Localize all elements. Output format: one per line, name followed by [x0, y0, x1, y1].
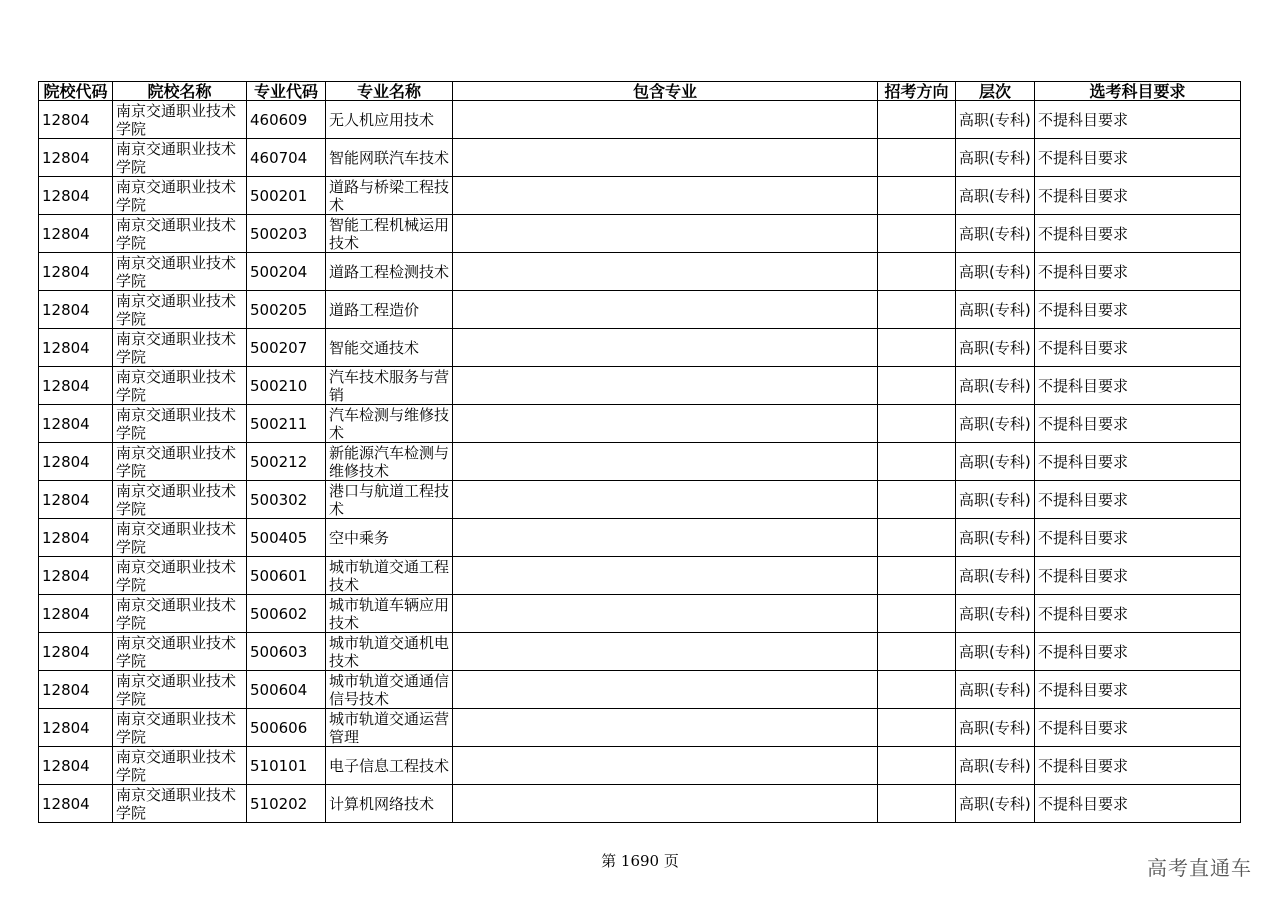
header-direction: 招考方向	[878, 82, 956, 101]
cell-school-name: 南京交通职业技术学院	[113, 709, 247, 747]
cell-direction	[878, 215, 956, 253]
cell-school-name: 南京交通职业技术学院	[113, 557, 247, 595]
table-row	[39, 557, 1241, 595]
cell-school-name: 南京交通职业技术学院	[113, 671, 247, 709]
cell-school-code: 12804	[39, 557, 113, 595]
cell-major-name: 智能工程机械运用技术	[326, 215, 453, 253]
cell-included-majors	[453, 785, 878, 823]
cell-included-majors	[453, 329, 878, 367]
cell-school-name: 南京交通职业技术学院	[113, 215, 247, 253]
cell-direction	[878, 747, 956, 785]
cell-major-code: 500302	[247, 481, 326, 519]
cell-level: 高职(专科)	[956, 785, 1035, 823]
cell-major-code: 500201	[247, 177, 326, 215]
table-row	[39, 481, 1241, 519]
cell-major-code: 500601	[247, 557, 326, 595]
cell-included-majors	[453, 443, 878, 481]
cell-school-name: 南京交通职业技术学院	[113, 519, 247, 557]
cell-school-code: 12804	[39, 709, 113, 747]
cell-level: 高职(专科)	[956, 101, 1035, 139]
cell-major-name: 汽车技术服务与营销	[326, 367, 453, 405]
table-row	[39, 709, 1241, 747]
table-row	[39, 405, 1241, 443]
cell-major-name: 新能源汽车检测与维修技术	[326, 443, 453, 481]
cell-school-name: 南京交通职业技术学院	[113, 747, 247, 785]
cell-direction	[878, 253, 956, 291]
cell-level: 高职(专科)	[956, 633, 1035, 671]
cell-school-code: 12804	[39, 785, 113, 823]
cell-subject-requirement: 不提科目要求	[1035, 709, 1241, 747]
cell-school-name: 南京交通职业技术学院	[113, 443, 247, 481]
cell-major-code: 500207	[247, 329, 326, 367]
cell-major-name: 计算机网络技术	[326, 785, 453, 823]
cell-direction	[878, 177, 956, 215]
cell-major-name: 空中乘务	[326, 519, 453, 557]
table-row	[39, 633, 1241, 671]
cell-included-majors	[453, 253, 878, 291]
cell-school-code: 12804	[39, 329, 113, 367]
cell-direction	[878, 367, 956, 405]
cell-direction	[878, 405, 956, 443]
table-row	[39, 671, 1241, 709]
cell-school-code: 12804	[39, 633, 113, 671]
cell-included-majors	[453, 215, 878, 253]
cell-direction	[878, 481, 956, 519]
cell-subject-requirement: 不提科目要求	[1035, 557, 1241, 595]
cell-school-code: 12804	[39, 519, 113, 557]
cell-included-majors	[453, 291, 878, 329]
cell-subject-requirement: 不提科目要求	[1035, 253, 1241, 291]
cell-school-code: 12804	[39, 367, 113, 405]
table-row	[39, 443, 1241, 481]
cell-included-majors	[453, 747, 878, 785]
table-row	[39, 595, 1241, 633]
cell-major-code: 510101	[247, 747, 326, 785]
cell-included-majors	[453, 481, 878, 519]
page-number: 第 1690 页	[601, 852, 679, 870]
cell-included-majors	[453, 367, 878, 405]
cell-major-code: 500211	[247, 405, 326, 443]
header-school-name: 院校名称	[113, 82, 247, 101]
cell-major-name: 电子信息工程技术	[326, 747, 453, 785]
cell-major-code: 460704	[247, 139, 326, 177]
cell-subject-requirement: 不提科目要求	[1035, 291, 1241, 329]
cell-level: 高职(专科)	[956, 253, 1035, 291]
cell-school-code: 12804	[39, 747, 113, 785]
cell-level: 高职(专科)	[956, 443, 1035, 481]
table-body	[39, 101, 1241, 823]
cell-subject-requirement: 不提科目要求	[1035, 785, 1241, 823]
header-row	[39, 82, 1241, 101]
table-row	[39, 329, 1241, 367]
cell-subject-requirement: 不提科目要求	[1035, 177, 1241, 215]
cell-level: 高职(专科)	[956, 519, 1035, 557]
cell-direction	[878, 595, 956, 633]
cell-school-name: 南京交通职业技术学院	[113, 785, 247, 823]
cell-subject-requirement: 不提科目要求	[1035, 633, 1241, 671]
cell-direction	[878, 291, 956, 329]
cell-direction	[878, 139, 956, 177]
cell-level: 高职(专科)	[956, 671, 1035, 709]
table-row	[39, 139, 1241, 177]
cell-major-code: 500405	[247, 519, 326, 557]
cell-school-name: 南京交通职业技术学院	[113, 329, 247, 367]
cell-level: 高职(专科)	[956, 595, 1035, 633]
cell-subject-requirement: 不提科目要求	[1035, 519, 1241, 557]
table-row	[39, 215, 1241, 253]
header-school-code: 院校代码	[39, 82, 113, 101]
table-row	[39, 785, 1241, 823]
header-included-majors: 包含专业	[453, 82, 878, 101]
cell-included-majors	[453, 709, 878, 747]
cell-school-code: 12804	[39, 481, 113, 519]
cell-major-name: 道路与桥梁工程技术	[326, 177, 453, 215]
cell-school-code: 12804	[39, 177, 113, 215]
cell-direction	[878, 443, 956, 481]
cell-major-name: 智能网联汽车技术	[326, 139, 453, 177]
cell-included-majors	[453, 139, 878, 177]
cell-included-majors	[453, 595, 878, 633]
table-row	[39, 253, 1241, 291]
cell-major-code: 500604	[247, 671, 326, 709]
cell-subject-requirement: 不提科目要求	[1035, 329, 1241, 367]
cell-school-code: 12804	[39, 253, 113, 291]
cell-major-code: 500210	[247, 367, 326, 405]
header-subject-requirement: 选考科目要求	[1035, 82, 1241, 101]
table-row	[39, 367, 1241, 405]
cell-major-code: 510202	[247, 785, 326, 823]
cell-school-code: 12804	[39, 443, 113, 481]
cell-direction	[878, 101, 956, 139]
cell-school-name: 南京交通职业技术学院	[113, 367, 247, 405]
cell-subject-requirement: 不提科目要求	[1035, 481, 1241, 519]
table-row	[39, 291, 1241, 329]
cell-major-name: 港口与航道工程技术	[326, 481, 453, 519]
cell-school-name: 南京交通职业技术学院	[113, 101, 247, 139]
cell-subject-requirement: 不提科目要求	[1035, 367, 1241, 405]
header-major-code: 专业代码	[247, 82, 326, 101]
cell-school-code: 12804	[39, 215, 113, 253]
cell-major-name: 道路工程检测技术	[326, 253, 453, 291]
cell-school-name: 南京交通职业技术学院	[113, 177, 247, 215]
header-major-name: 专业名称	[326, 82, 453, 101]
cell-included-majors	[453, 177, 878, 215]
cell-level: 高职(专科)	[956, 215, 1035, 253]
cell-school-code: 12804	[39, 291, 113, 329]
cell-major-name: 城市轨道交通通信信号技术	[326, 671, 453, 709]
cell-major-code: 500603	[247, 633, 326, 671]
cell-subject-requirement: 不提科目要求	[1035, 595, 1241, 633]
cell-major-name: 智能交通技术	[326, 329, 453, 367]
cell-school-name: 南京交通职业技术学院	[113, 481, 247, 519]
cell-school-name: 南京交通职业技术学院	[113, 253, 247, 291]
cell-subject-requirement: 不提科目要求	[1035, 101, 1241, 139]
cell-major-code: 500203	[247, 215, 326, 253]
cell-major-name: 城市轨道交通工程技术	[326, 557, 453, 595]
cell-major-name: 城市轨道交通机电技术	[326, 633, 453, 671]
cell-subject-requirement: 不提科目要求	[1035, 671, 1241, 709]
cell-major-code: 500212	[247, 443, 326, 481]
table-row	[39, 101, 1241, 139]
cell-school-code: 12804	[39, 101, 113, 139]
cell-level: 高职(专科)	[956, 177, 1035, 215]
cell-school-code: 12804	[39, 405, 113, 443]
cell-included-majors	[453, 101, 878, 139]
cell-direction	[878, 785, 956, 823]
cell-subject-requirement: 不提科目要求	[1035, 405, 1241, 443]
cell-level: 高职(专科)	[956, 405, 1035, 443]
cell-level: 高职(专科)	[956, 747, 1035, 785]
cell-level: 高职(专科)	[956, 329, 1035, 367]
cell-major-code: 500205	[247, 291, 326, 329]
cell-major-code: 500606	[247, 709, 326, 747]
cell-major-code: 500602	[247, 595, 326, 633]
cell-school-code: 12804	[39, 595, 113, 633]
header-level: 层次	[956, 82, 1035, 101]
cell-direction	[878, 633, 956, 671]
table-row	[39, 177, 1241, 215]
cell-major-name: 道路工程造价	[326, 291, 453, 329]
cell-subject-requirement: 不提科目要求	[1035, 747, 1241, 785]
watermark: 高考直通车	[1147, 856, 1252, 880]
cell-level: 高职(专科)	[956, 139, 1035, 177]
cell-school-name: 南京交通职业技术学院	[113, 595, 247, 633]
cell-direction	[878, 671, 956, 709]
cell-level: 高职(专科)	[956, 291, 1035, 329]
cell-included-majors	[453, 519, 878, 557]
cell-level: 高职(专科)	[956, 709, 1035, 747]
cell-direction	[878, 519, 956, 557]
cell-level: 高职(专科)	[956, 367, 1035, 405]
cell-major-code: 460609	[247, 101, 326, 139]
cell-major-name: 城市轨道车辆应用技术	[326, 595, 453, 633]
cell-direction	[878, 709, 956, 747]
cell-school-code: 12804	[39, 671, 113, 709]
cell-direction	[878, 329, 956, 367]
cell-major-name: 汽车检测与维修技术	[326, 405, 453, 443]
cell-major-name: 无人机应用技术	[326, 101, 453, 139]
cell-subject-requirement: 不提科目要求	[1035, 443, 1241, 481]
cell-school-name: 南京交通职业技术学院	[113, 139, 247, 177]
table-row	[39, 519, 1241, 557]
cell-school-name: 南京交通职业技术学院	[113, 405, 247, 443]
cell-subject-requirement: 不提科目要求	[1035, 139, 1241, 177]
cell-level: 高职(专科)	[956, 557, 1035, 595]
cell-school-name: 南京交通职业技术学院	[113, 633, 247, 671]
cell-school-code: 12804	[39, 139, 113, 177]
cell-major-code: 500204	[247, 253, 326, 291]
cell-included-majors	[453, 557, 878, 595]
table-row	[39, 747, 1241, 785]
cell-major-name: 城市轨道交通运营管理	[326, 709, 453, 747]
cell-included-majors	[453, 671, 878, 709]
cell-level: 高职(专科)	[956, 481, 1035, 519]
cell-direction	[878, 557, 956, 595]
admissions-table	[38, 81, 1241, 823]
cell-included-majors	[453, 633, 878, 671]
cell-school-name: 南京交通职业技术学院	[113, 291, 247, 329]
cell-subject-requirement: 不提科目要求	[1035, 215, 1241, 253]
cell-included-majors	[453, 405, 878, 443]
